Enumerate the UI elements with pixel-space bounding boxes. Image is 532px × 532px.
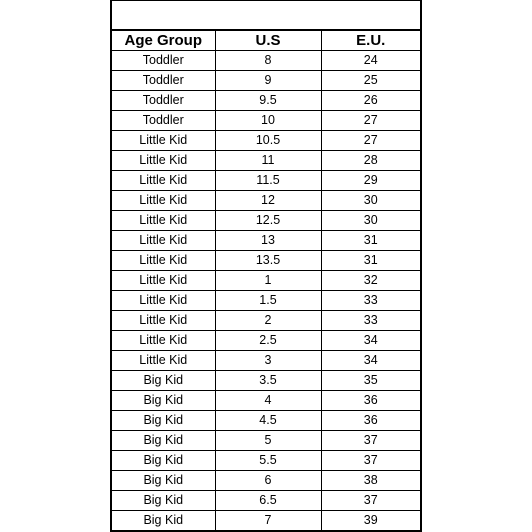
table-row xyxy=(112,251,420,271)
eu-size-cell: 32 xyxy=(321,271,420,291)
age-group-cell: Little Kid xyxy=(112,351,215,371)
age-group-cell: Little Kid xyxy=(112,291,215,311)
age-group-cell: Big Kid xyxy=(112,511,215,531)
table-row xyxy=(112,151,420,171)
size-chart-sheet xyxy=(110,0,422,532)
column-header-eu-size: E.U. xyxy=(321,31,420,51)
age-group-cell: Little Kid xyxy=(112,311,215,331)
table-row xyxy=(112,371,420,391)
us-size-cell: 4 xyxy=(215,391,321,411)
age-group-cell: Big Kid xyxy=(112,391,215,411)
header-row xyxy=(112,31,420,51)
us-size-cell: 9 xyxy=(215,71,321,91)
age-group-cell: Little Kid xyxy=(112,191,215,211)
table-row xyxy=(112,211,420,231)
age-group-cell: Big Kid xyxy=(112,371,215,391)
age-group-cell: Toddler xyxy=(112,71,215,91)
title-row xyxy=(112,0,420,31)
us-size-cell: 3 xyxy=(215,351,321,371)
eu-size-cell: 24 xyxy=(321,51,420,71)
table-row xyxy=(112,471,420,491)
age-group-cell: Little Kid xyxy=(112,151,215,171)
us-size-cell: 13.5 xyxy=(215,251,321,271)
eu-size-cell: 35 xyxy=(321,371,420,391)
us-size-cell: 6 xyxy=(215,471,321,491)
us-size-cell: 10.5 xyxy=(215,131,321,151)
table-row xyxy=(112,491,420,511)
table-row xyxy=(112,511,420,531)
table-row xyxy=(112,451,420,471)
eu-size-cell: 30 xyxy=(321,211,420,231)
eu-size-cell: 33 xyxy=(321,291,420,311)
column-header-us-size: U.S xyxy=(215,31,321,51)
eu-size-cell: 33 xyxy=(321,311,420,331)
eu-size-cell: 27 xyxy=(321,131,420,151)
us-size-cell: 10 xyxy=(215,111,321,131)
table-row xyxy=(112,311,420,331)
column-header-age-group: Age Group xyxy=(112,31,215,51)
table-row xyxy=(112,91,420,111)
eu-size-cell: 34 xyxy=(321,351,420,371)
us-size-cell: 12 xyxy=(215,191,321,211)
us-size-cell: 8 xyxy=(215,51,321,71)
eu-size-cell: 30 xyxy=(321,191,420,211)
eu-size-cell: 37 xyxy=(321,431,420,451)
table-row xyxy=(112,171,420,191)
age-group-cell: Big Kid xyxy=(112,491,215,511)
age-group-cell: Little Kid xyxy=(112,251,215,271)
eu-size-cell: 28 xyxy=(321,151,420,171)
us-size-cell: 2 xyxy=(215,311,321,331)
size-chart-table xyxy=(112,31,420,531)
us-size-cell: 6.5 xyxy=(215,491,321,511)
eu-size-cell: 27 xyxy=(321,111,420,131)
eu-size-cell: 39 xyxy=(321,511,420,531)
age-group-cell: Little Kid xyxy=(112,271,215,291)
age-group-cell: Little Kid xyxy=(112,331,215,351)
table-row xyxy=(112,411,420,431)
table-row xyxy=(112,111,420,131)
table-row xyxy=(112,431,420,451)
table-body xyxy=(112,51,420,531)
eu-size-cell: 25 xyxy=(321,71,420,91)
eu-size-cell: 38 xyxy=(321,471,420,491)
age-group-cell: Little Kid xyxy=(112,231,215,251)
age-group-cell: Toddler xyxy=(112,111,215,131)
age-group-cell: Big Kid xyxy=(112,471,215,491)
table-row xyxy=(112,131,420,151)
table-row xyxy=(112,51,420,71)
us-size-cell: 5 xyxy=(215,431,321,451)
eu-size-cell: 31 xyxy=(321,231,420,251)
us-size-cell: 2.5 xyxy=(215,331,321,351)
age-group-cell: Little Kid xyxy=(112,171,215,191)
age-group-cell: Big Kid xyxy=(112,411,215,431)
age-group-cell: Little Kid xyxy=(112,211,215,231)
eu-size-cell: 36 xyxy=(321,411,420,431)
age-group-cell: Big Kid xyxy=(112,431,215,451)
us-size-cell: 1 xyxy=(215,271,321,291)
age-group-cell: Big Kid xyxy=(112,451,215,471)
table-row xyxy=(112,331,420,351)
us-size-cell: 4.5 xyxy=(215,411,321,431)
eu-size-cell: 29 xyxy=(321,171,420,191)
us-size-cell: 13 xyxy=(215,231,321,251)
eu-size-cell: 36 xyxy=(321,391,420,411)
us-size-cell: 5.5 xyxy=(215,451,321,471)
table-row xyxy=(112,191,420,211)
table-row xyxy=(112,391,420,411)
eu-size-cell: 37 xyxy=(321,491,420,511)
age-group-cell: Toddler xyxy=(112,51,215,71)
us-size-cell: 11 xyxy=(215,151,321,171)
table-row xyxy=(112,351,420,371)
table-row xyxy=(112,71,420,91)
age-group-cell: Little Kid xyxy=(112,131,215,151)
us-size-cell: 11.5 xyxy=(215,171,321,191)
us-size-cell: 12.5 xyxy=(215,211,321,231)
eu-size-cell: 26 xyxy=(321,91,420,111)
eu-size-cell: 37 xyxy=(321,451,420,471)
us-size-cell: 1.5 xyxy=(215,291,321,311)
us-size-cell: 9.5 xyxy=(215,91,321,111)
eu-size-cell: 31 xyxy=(321,251,420,271)
us-size-cell: 3.5 xyxy=(215,371,321,391)
us-size-cell: 7 xyxy=(215,511,321,531)
table-row xyxy=(112,291,420,311)
age-group-cell: Toddler xyxy=(112,91,215,111)
eu-size-cell: 34 xyxy=(321,331,420,351)
table-row xyxy=(112,271,420,291)
table-row xyxy=(112,231,420,251)
